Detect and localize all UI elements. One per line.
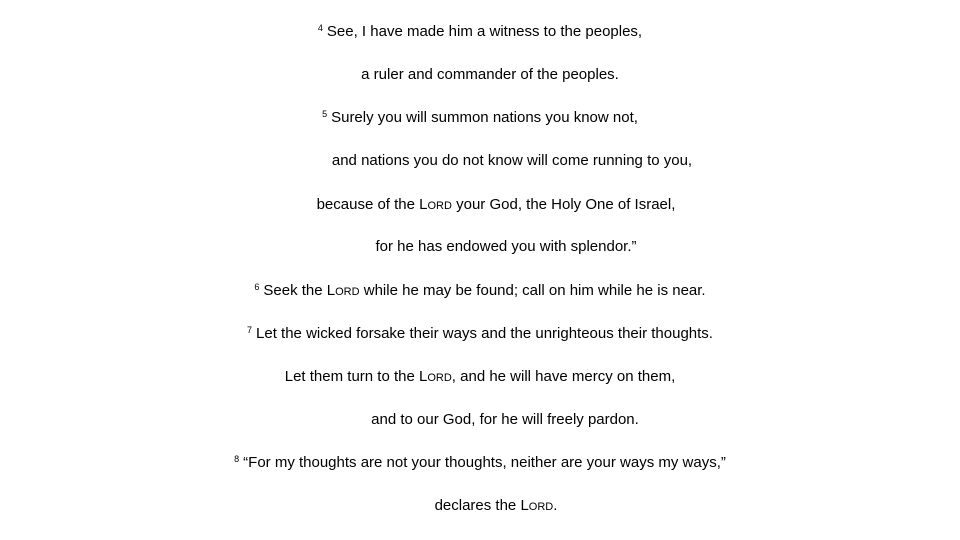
verse-number: 5 — [322, 109, 328, 119]
verse-text: “For my thoughts are not your thoughts, neither are your ways my ways,” — [243, 454, 726, 471]
verse-line — [0, 281, 960, 302]
verse-line — [0, 367, 960, 388]
verse-text-before: Let them turn to the L — [284, 368, 428, 385]
verse-text-after: while he may be found; call on him while he is near. — [359, 282, 706, 299]
verse-line — [16, 496, 960, 517]
verse-text-before: Seek the L — [263, 282, 336, 299]
verse-text: Surely you will summon nations you know not, — [331, 109, 638, 126]
lord-small-caps: ORD — [528, 501, 554, 513]
verse-text-after: your God, the Holy One of Israel, — [451, 196, 676, 213]
verse-text-before: declares the L — [434, 497, 529, 514]
verse-text: and nations you do not know will come running to you, — [331, 152, 693, 169]
lord-small-caps: ORD — [427, 372, 452, 384]
verse-number: 6 — [254, 282, 260, 292]
verse-number: 8 — [234, 454, 240, 464]
verse-line — [16, 195, 960, 216]
verse-line — [32, 151, 960, 171]
verse-text: Let the wicked forsake their ways and the unrighteous their thoughts. — [256, 325, 713, 342]
verse-line — [0, 108, 960, 129]
verse-text-after: . — [553, 497, 558, 514]
verse-text: See, I have made him a witness to the peoples, — [326, 23, 643, 40]
verse-text: for he has endowed you with splendor.” — [375, 238, 637, 255]
verse-line — [25, 410, 960, 430]
verse-text: a ruler and commander of the peoples. — [361, 66, 619, 83]
lord-small-caps: ORD — [427, 200, 452, 212]
lord-small-caps: ORD — [335, 286, 360, 298]
verse-text: and to our God, for he will freely pardon. — [371, 411, 639, 428]
verse-line — [0, 453, 960, 474]
verse-number: 7 — [247, 325, 253, 335]
verse-text-after: , and he will have mercy on them, — [451, 368, 676, 385]
verse-line — [10, 65, 960, 85]
verse-line — [0, 324, 960, 345]
verse-number: 4 — [317, 23, 323, 33]
verse-line — [0, 22, 960, 43]
verse-line — [26, 237, 960, 257]
verse-text-before: because of the L — [316, 196, 428, 213]
